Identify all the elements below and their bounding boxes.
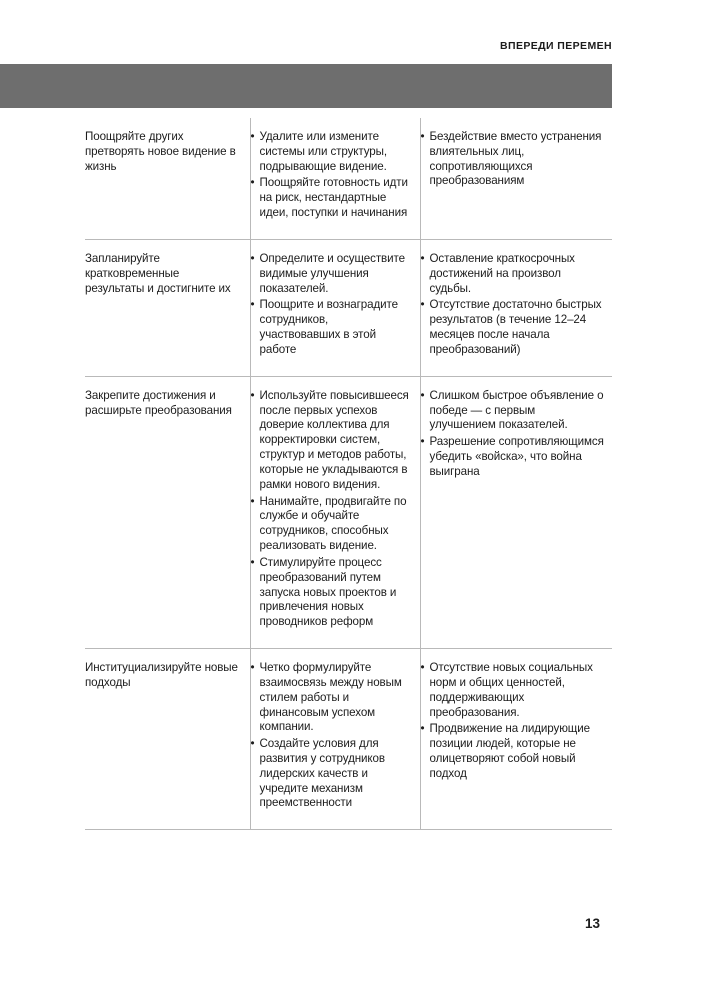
change-stages-table xyxy=(85,118,612,830)
running-header: ВПЕРЕДИ ПЕРЕМЕН xyxy=(500,40,612,52)
mistakes-list xyxy=(421,661,605,782)
table-row xyxy=(85,376,612,648)
mistake-item: • Отсутствие достаточно быстрых результатов (в течение 12–24 месяцев после начала преобразований) xyxy=(421,298,605,357)
mistakes-cell xyxy=(420,239,612,376)
mistake-item: • Бездействие вместо устранения влиятельных лиц, сопротивляющихся преобразованиям xyxy=(421,130,605,189)
mistakes-cell xyxy=(420,376,612,648)
action-item: • Используйте повысившееся после первых успехов доверие коллектива для корректировки систем, структур и методов работы, которые не укладываются в рамки нового видения. xyxy=(251,389,412,493)
action-item: • Удалите или измените системы или структуры, подрывающие видение. xyxy=(251,130,412,174)
actions-list xyxy=(251,661,412,811)
stage-cell: Институциализируйте новые подходы xyxy=(85,649,250,830)
stage-cell: Закрепите достижения и расширьте преобразования xyxy=(85,376,250,648)
table-container xyxy=(85,118,612,830)
mistake-item: • Продвижение на лидирующие позиции людей, которые не олицетворяют собой новый подход xyxy=(421,722,605,781)
mistake-item: • Оставление краткосрочных достижений на произвол судьбы. xyxy=(421,252,605,296)
action-item: • Поощрите и вознаградите сотрудников, участвовавших в этой работе xyxy=(251,298,412,357)
action-item: • Четко формулируйте взаимосвязь между новым стилем работы и финансовым успехом компании. xyxy=(251,661,412,735)
mistake-item: • Отсутствие новых социальных норм и общих ценностей, поддерживающих преобразования. xyxy=(421,661,605,720)
mistake-item: • Разрешение сопротивляющимся убедить «войска», что война выиграна xyxy=(421,435,605,479)
actions-list xyxy=(251,389,412,630)
action-item: • Нанимайте, продвигайте по службе и обучайте сотрудников, способных реализовать видение. xyxy=(251,495,412,554)
table-row xyxy=(85,239,612,376)
mistakes-cell xyxy=(420,118,612,239)
mistakes-list xyxy=(421,389,605,480)
table-header-banner xyxy=(0,64,612,108)
actions-cell xyxy=(250,649,420,830)
actions-cell xyxy=(250,239,420,376)
actions-list xyxy=(251,130,412,221)
mistakes-list xyxy=(421,252,605,358)
mistakes-cell xyxy=(420,649,612,830)
action-item: • Определите и осуществите видимые улучшения показателей. xyxy=(251,252,412,296)
action-item: • Создайте условия для развития у сотрудников лидерских качеств и учредите механизм преемственности xyxy=(251,737,412,811)
table-row xyxy=(85,649,612,830)
actions-cell xyxy=(250,376,420,648)
mistake-item: • Слишком быстрое объявление о победе — с первым улучшением показателей. xyxy=(421,389,605,433)
actions-list xyxy=(251,252,412,358)
mistakes-list xyxy=(421,130,605,189)
page-number: 13 xyxy=(584,916,600,931)
action-item: • Стимулируйте процесс преобразований путем запуска новых проектов и привлечения новых проводников реформ xyxy=(251,556,412,630)
stage-cell: Поощряйте других претворять новое видение в жизнь xyxy=(85,118,250,239)
table-row xyxy=(85,118,612,239)
stage-cell: Запланируйте кратковременные результаты и достигните их xyxy=(85,239,250,376)
actions-cell xyxy=(250,118,420,239)
action-item: • Поощряйте готовность идти на риск, нестандартные идеи, поступки и начинания xyxy=(251,176,412,220)
